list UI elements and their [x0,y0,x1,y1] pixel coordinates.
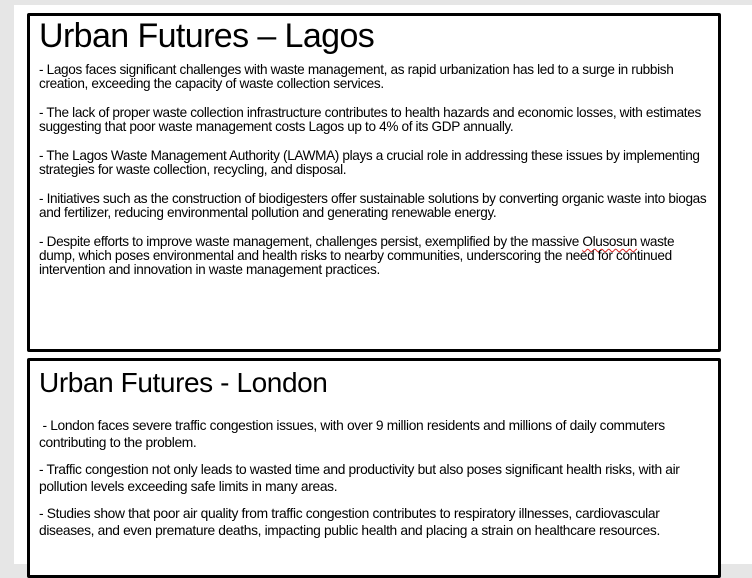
lagos-point-5 [30,235,718,277]
london-point-2: - Traffic congestion not only leads to wasted time and productivity but also poses significant health risks, with air pollution levels exceeding safe limits in many areas. [39,462,680,494]
spelling-error-word[interactable]: Olusosun [582,234,637,249]
lagos-point-5-start: - Despite efforts to improve waste management, challenges persist, exemplified by the massive [39,234,583,249]
london-title: Urban Futures - London [39,367,328,398]
lagos-point-1: - Lagos faces significant challenges with waste management, as rapid urbanization has led to a surge in rubbish creation, exceeding the capacity of waste collection services. [39,62,674,91]
london-text-box[interactable] [27,358,721,578]
lagos-point-3: - The Lagos Waste Management Authority (LAWMA) plays a crucial role in addressing these issues by implementing strategies for waste collection, recycling, and disposal. [39,148,700,177]
london-point-1: - London faces severe traffic congestion issues, with over 9 million residents and millions of daily commuters contributing to the problem. [39,418,669,450]
lagos-title: Urban Futures – Lagos [39,17,375,55]
document-page [14,5,752,564]
lagos-point-2: - The lack of proper waste collection infrastructure contributes to health hazards and economic losses, with estimates suggesting that poor waste management costs Lagos up to 4% of its GDP annually. [39,105,701,134]
lagos-point-5-end: waste dump, which poses environmental and health risks to nearby communities, underscoring the need for continued intervention and innovation in waste management practices. [39,234,675,277]
lagos-text-box[interactable] [27,13,721,352]
london-point-3: - Studies show that poor air quality from traffic congestion contributes to respiratory illnesses, cardiovascular diseases, and even premature deaths, impacting public health and placing a strain on healthcare resources. [39,506,660,538]
lagos-point-4: - Initiatives such as the construction of biodigesters offer sustainable solutions by converting organic waste into biogas and fertilizer, reducing environmental pollution and generating renewable energy. [39,191,707,220]
